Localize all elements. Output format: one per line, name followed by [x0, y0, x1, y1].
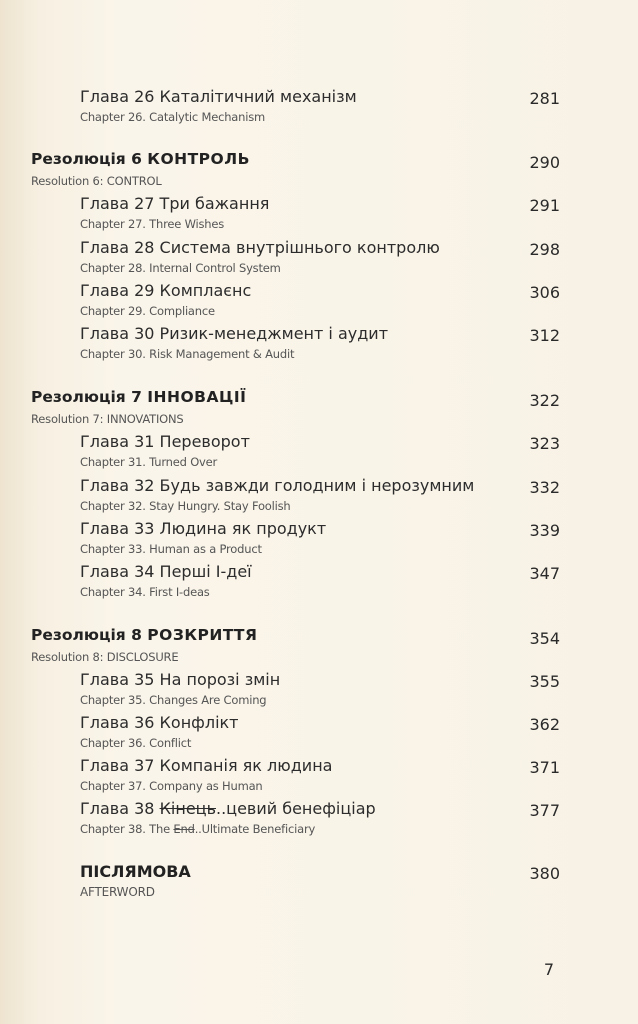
resolution-name: РОЗКРИТТЯ — [147, 626, 258, 644]
chapter-title: Глава 34 Перші І-деї — [80, 562, 252, 581]
chapter-title: Глава 32 Будь завжди голодним і нерозумним — [80, 476, 475, 495]
chapter-subtitle: Chapter 33. Human as a Product — [80, 542, 262, 556]
resolution-name: ІННОВАЦІЇ — [147, 388, 247, 406]
chapter-subtitle: Chapter 35. Changes Are Coming — [80, 693, 267, 707]
resolution-label: Резолюція 8 — [31, 626, 148, 644]
page-number: 323 — [529, 434, 560, 453]
chapter-title: Глава 33 Людина як продукт — [80, 519, 327, 538]
chapter-subtitle: Chapter 37. Company as Human — [80, 779, 263, 793]
page-number: 291 — [529, 196, 560, 215]
resolution-title — [31, 388, 246, 406]
chapter-title-head: Глава 38 — [80, 799, 160, 818]
chapter-title: Глава 27 Три бажання — [80, 194, 270, 213]
chapter-subtitle: Chapter 29. Compliance — [80, 304, 215, 318]
resolution-label: Резолюція 7 — [31, 388, 148, 406]
page-number: 290 — [529, 153, 560, 172]
chapter-subtitle — [80, 822, 315, 836]
page-number: 354 — [529, 629, 560, 648]
chapter-subtitle: Chapter 30. Risk Management & Audit — [80, 347, 295, 361]
page-number: 371 — [529, 758, 560, 777]
page-number: 339 — [529, 521, 560, 540]
page-number: 332 — [529, 478, 560, 497]
page-number: 322 — [529, 391, 560, 410]
chapter-subtitle: Chapter 28. Internal Control System — [80, 261, 281, 275]
chapter-title: Глава 30 Ризик-менеджмент і аудит — [80, 324, 389, 343]
chapter-subtitle: Chapter 26. Catalytic Mechanism — [80, 110, 266, 124]
resolution-label: Резолюція 6 — [31, 150, 148, 168]
page-number: 355 — [529, 672, 560, 691]
resolution-title — [31, 150, 250, 168]
afterword-subtitle: AFTERWORD — [80, 885, 155, 899]
chapter-subtitle: Chapter 31. Turned Over — [80, 455, 218, 469]
chapter-title — [80, 799, 376, 818]
chapter-title: Глава 26 Каталітичний механізм — [80, 87, 357, 106]
chapter-title-struck-word: Кінець — [159, 799, 216, 818]
resolution-name: КОНТРОЛЬ — [147, 150, 250, 168]
resolution-subtitle: Resolution 6: CONTROL — [31, 174, 162, 188]
folio-page-number: 7 — [543, 960, 554, 979]
page-number: 377 — [529, 801, 560, 820]
chapter-title-rest: ..цевий бенефіціар — [216, 799, 376, 818]
chapter-title-part — [80, 799, 216, 818]
chapter-title: Глава 35 На порозі змін — [80, 670, 281, 689]
resolution-title — [31, 626, 257, 644]
chapter-title-struck — [80, 799, 216, 818]
chapter-subtitle: Chapter 36. Conflict — [80, 736, 192, 750]
chapter-subtitle-part: Chapter 38. The — [80, 822, 174, 836]
afterword-title: ПІСЛЯМОВА — [80, 862, 191, 881]
chapter-subtitle: Chapter 34. First I-deas — [80, 585, 210, 599]
chapter-subtitle-struck: End — [173, 822, 195, 836]
page-number: 281 — [529, 89, 560, 108]
resolution-subtitle: Resolution 8: DISCLOSURE — [31, 650, 179, 664]
chapter-subtitle-rest: ..Ultimate Beneficiary — [194, 822, 316, 836]
chapter-subtitle: Chapter 32. Stay Hungry. Stay Foolish — [80, 499, 291, 513]
chapter-title: Глава 37 Компанія як людина — [80, 756, 333, 775]
chapter-subtitle: Chapter 27. Three Wishes — [80, 217, 225, 231]
page-number: 312 — [529, 326, 560, 345]
chapter-title: Глава 29 Комплаєнс — [80, 281, 252, 300]
chapter-title: Глава 36 Конфлікт — [80, 713, 239, 732]
resolution-subtitle: Resolution 7: INNOVATIONS — [31, 412, 184, 426]
page-number: 362 — [529, 715, 560, 734]
page-number: 380 — [529, 864, 560, 883]
page-number: 347 — [529, 564, 560, 583]
page-number: 298 — [529, 240, 560, 259]
chapter-title: Глава 28 Система внутрішнього контролю — [80, 238, 440, 257]
page-number: 306 — [529, 283, 560, 302]
chapter-title: Глава 31 Переворот — [80, 432, 250, 451]
